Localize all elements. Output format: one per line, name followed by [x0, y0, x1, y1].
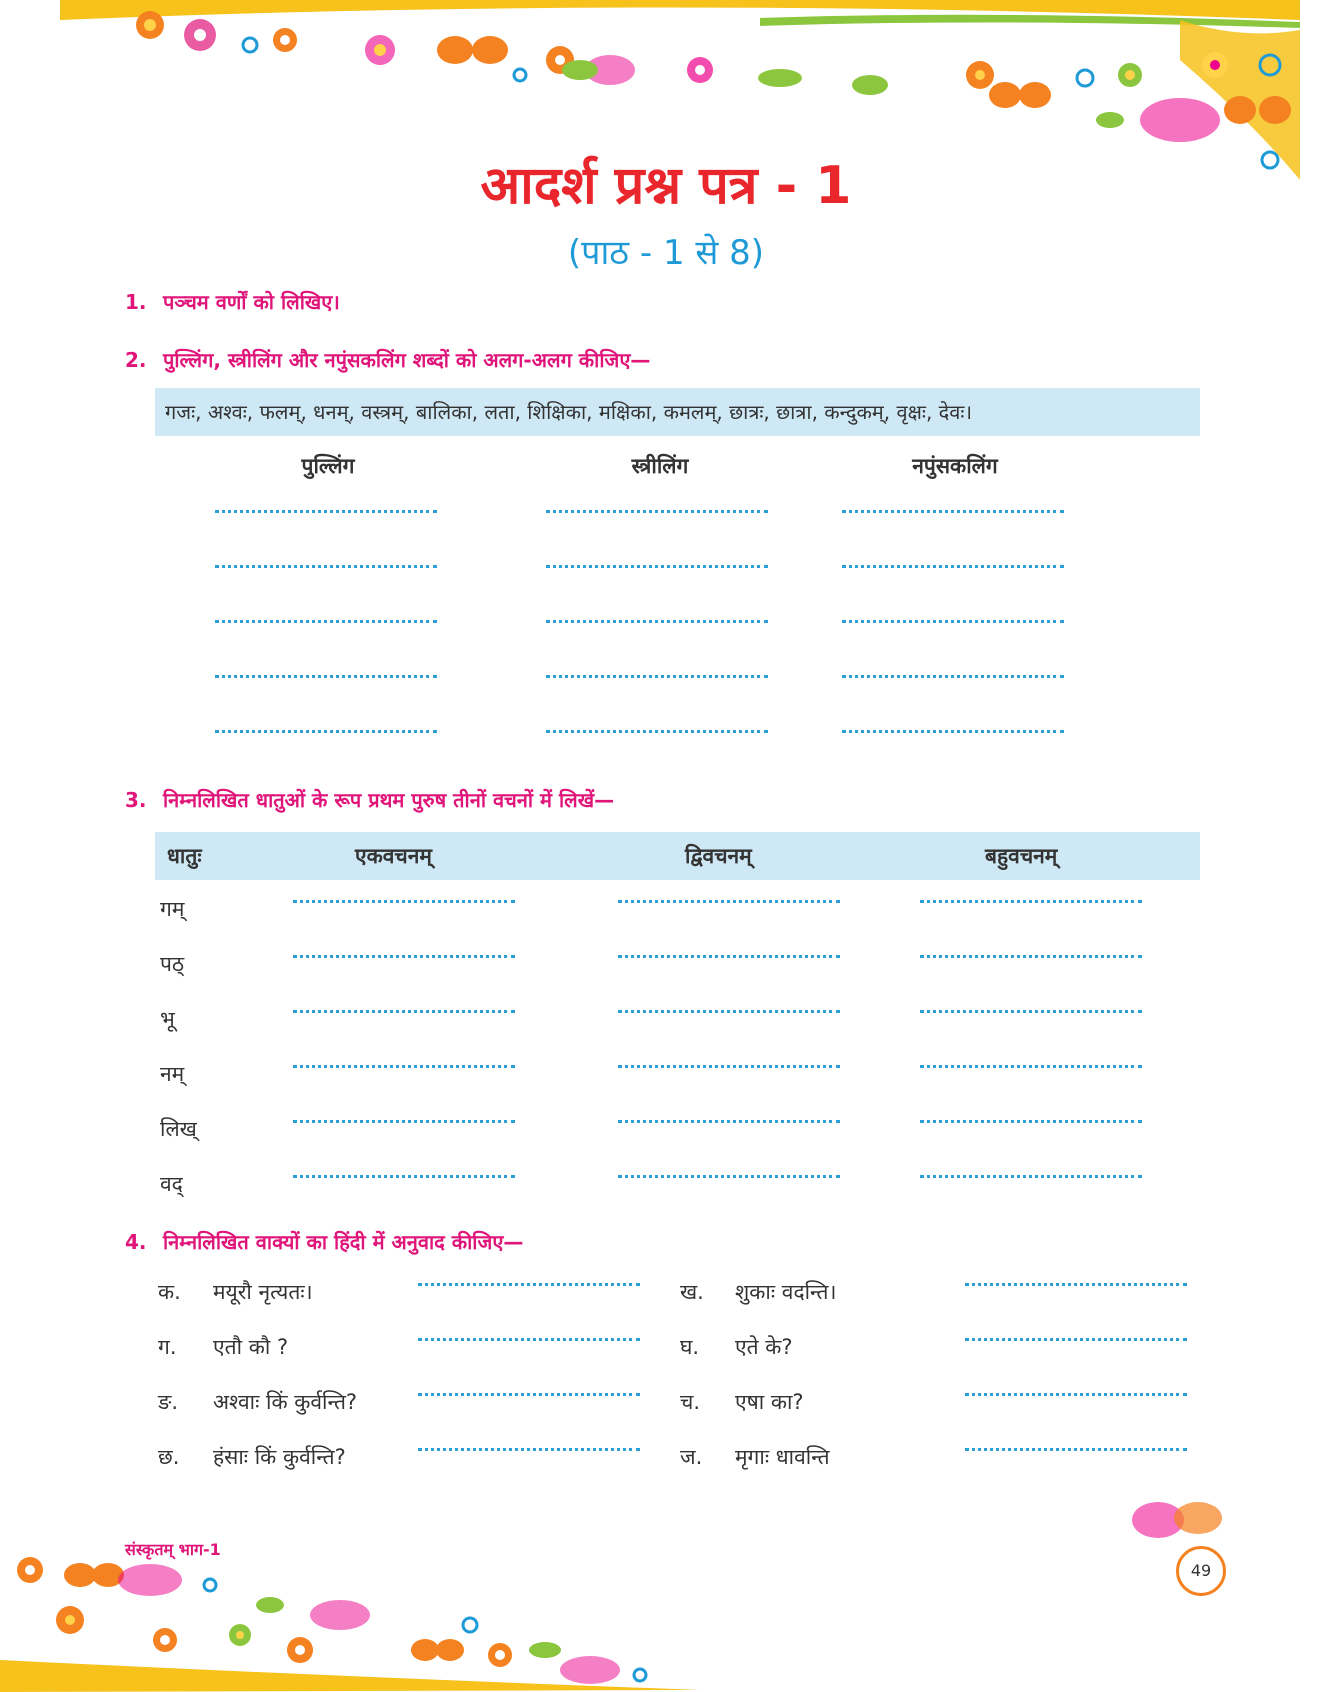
answer-line[interactable] — [293, 900, 515, 903]
question-1 — [125, 288, 340, 315]
page-number: 49 — [1176, 1546, 1226, 1596]
answer-line[interactable] — [418, 1448, 640, 1451]
question-text: निम्नलिखित धातुओं के रूप प्रथम पुरुष तीनों वचनों में लिखें— — [163, 788, 615, 812]
answer-line[interactable] — [618, 955, 840, 958]
answer-line[interactable] — [215, 675, 437, 678]
question-text: पञ्चम वर्णों को लिखिए। — [163, 290, 340, 314]
answer-line[interactable] — [920, 955, 1142, 958]
answer-line[interactable] — [418, 1283, 640, 1286]
answer-line[interactable] — [546, 675, 768, 678]
answer-line[interactable] — [546, 730, 768, 733]
verb-table-header — [155, 832, 1200, 880]
answer-line[interactable] — [215, 620, 437, 623]
answer-line[interactable] — [293, 1065, 515, 1068]
answer-line[interactable] — [920, 1010, 1142, 1013]
page-subtitle: (पाठ - 1 से 8) — [567, 233, 765, 273]
answer-line[interactable] — [618, 1120, 840, 1123]
answer-line[interactable] — [293, 955, 515, 958]
column-feminine: स्त्रीलिंग — [631, 454, 689, 478]
answer-line[interactable] — [293, 1175, 515, 1178]
sentence-label: ग. — [158, 1335, 177, 1359]
answer-line[interactable] — [546, 565, 768, 568]
answer-line[interactable] — [418, 1393, 640, 1396]
sentence-text: एते के? — [735, 1335, 793, 1359]
answer-line[interactable] — [546, 620, 768, 623]
header-dual: द्विवचनम् — [685, 844, 752, 868]
answer-line[interactable] — [618, 900, 840, 903]
answer-line[interactable] — [842, 620, 1064, 623]
question-number: 2. — [125, 348, 147, 372]
question-2 — [125, 346, 650, 373]
answer-line[interactable] — [546, 510, 768, 513]
verb-root: गम् — [160, 897, 185, 921]
answer-line[interactable] — [920, 900, 1142, 903]
sentence-label: क. — [158, 1280, 181, 1304]
answer-line[interactable] — [842, 675, 1064, 678]
answer-line[interactable] — [965, 1393, 1187, 1396]
answer-line[interactable] — [920, 1175, 1142, 1178]
answer-line[interactable] — [842, 730, 1064, 733]
sentence-text: एतौ कौ ? — [213, 1335, 289, 1359]
sentence-text: अश्वाः किं कुर्वन्ति? — [213, 1390, 358, 1414]
answer-line[interactable] — [618, 1065, 840, 1068]
answer-line[interactable] — [965, 1283, 1187, 1286]
sentence-text: मृगाः धावन्ति — [735, 1445, 830, 1469]
sentence-label: ङ. — [158, 1390, 179, 1414]
answer-line[interactable] — [215, 510, 437, 513]
verb-root: भू — [160, 1007, 175, 1031]
sentence-label: घ. — [680, 1335, 700, 1359]
question-3 — [125, 786, 614, 813]
answer-line[interactable] — [618, 1010, 840, 1013]
answer-line[interactable] — [418, 1338, 640, 1341]
question-text: निम्नलिखित वाक्यों का हिंदी में अनुवाद कीजिए— — [163, 1230, 524, 1254]
sentence-text: एषा का? — [735, 1390, 804, 1414]
sentence-text: हंसाः किं कुर्वन्ति? — [213, 1445, 346, 1469]
answer-line[interactable] — [618, 1175, 840, 1178]
sentence-label: ख. — [680, 1280, 704, 1304]
answer-line[interactable] — [293, 1010, 515, 1013]
question-4 — [125, 1228, 523, 1255]
sentence-label: ज. — [680, 1445, 703, 1469]
word-list-box: गजः, अश्वः, फलम्, धनम्, वस्त्रम्, बालिका, लता, शिक्षिका, मक्षिका, कमलम्, छात्रः, छात्रा, कन्दुकम्, वृक्षः, देवः। — [155, 388, 1200, 436]
verb-root: वद् — [160, 1172, 183, 1196]
column-neuter: नपुंसकलिंग — [912, 454, 998, 478]
question-number: 1. — [125, 290, 147, 314]
answer-line[interactable] — [965, 1448, 1187, 1451]
verb-root: लिख् — [160, 1117, 197, 1141]
verb-root: पठ् — [160, 952, 185, 976]
question-number: 3. — [125, 788, 147, 812]
question-text: पुल्लिंग, स्त्रीलिंग और नपुंसकलिंग शब्दों को अलग-अलग कीजिए— — [163, 348, 651, 372]
answer-line[interactable] — [293, 1120, 515, 1123]
question-number: 4. — [125, 1230, 147, 1254]
book-title: संस्कृतम् भाग-1 — [125, 1540, 221, 1559]
sentence-label: छ. — [158, 1445, 180, 1469]
header-plural: बहुवचनम् — [985, 844, 1058, 868]
answer-line[interactable] — [215, 730, 437, 733]
answer-line[interactable] — [965, 1338, 1187, 1341]
sentence-text: मयूरौ नृत्यतः। — [213, 1280, 313, 1304]
verb-root: नम् — [160, 1062, 185, 1086]
butterfly-icon — [64, 1563, 620, 1684]
column-masculine: पुल्लिंग — [301, 454, 355, 478]
answer-line[interactable] — [842, 565, 1064, 568]
answer-line[interactable] — [215, 565, 437, 568]
answer-line[interactable] — [842, 510, 1064, 513]
header-singular: एकवचनम् — [355, 844, 432, 868]
sentence-label: च. — [680, 1390, 701, 1414]
bottom-floral-border — [0, 1540, 1332, 1692]
answer-line[interactable] — [920, 1065, 1142, 1068]
sentence-text: शुकाः वदन्ति। — [735, 1280, 837, 1304]
page-title: आदर्श प्रश्न पत्र - 1 — [480, 156, 852, 216]
answer-line[interactable] — [920, 1120, 1142, 1123]
header-root: धातुः — [167, 844, 202, 868]
